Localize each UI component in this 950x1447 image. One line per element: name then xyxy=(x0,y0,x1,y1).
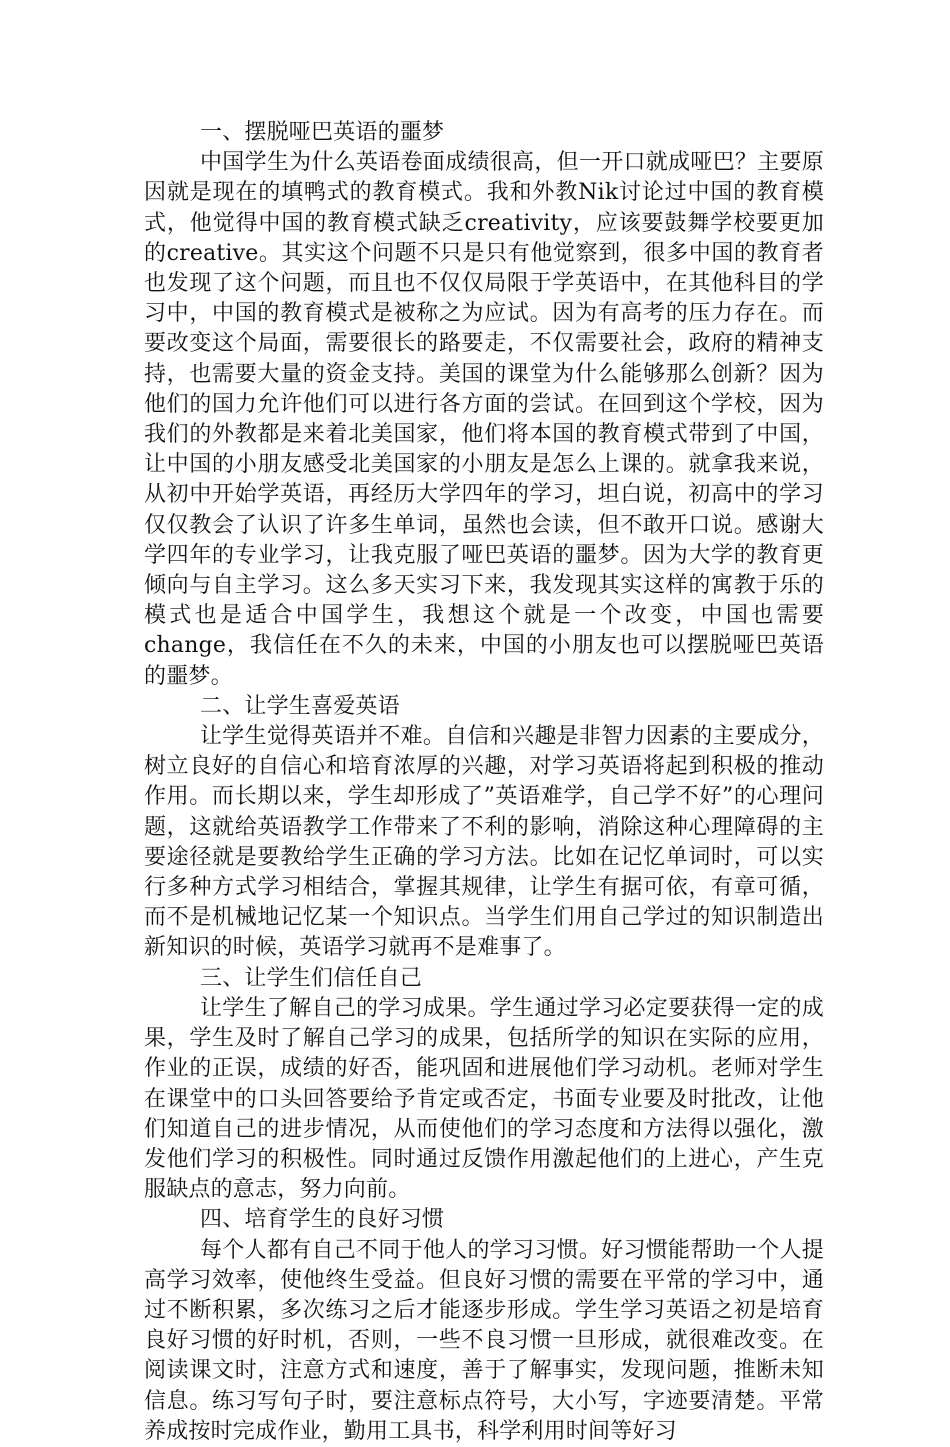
section-heading: 二、让学生喜爱英语 xyxy=(200,693,400,719)
section-paragraph: 让学生了解自己的学习成果。学生通过学习必定要获得一定的成果，学生及时了解自己学习的成果，包括所学的知识在实际的应用，作业的正误，成绩的好否，能巩固和进展他们学习动机。老师对学生在课堂中的口头回答要给予肯定或否定，书面专业要及时批改，让他们知道自己的进步情况，从而使他们的学习态度和方法得以强化，激发他们学习的积极性。同时通过反馈作用激起他们的上进心，产生克服缺点的意志，努力向前。 xyxy=(144,995,824,1203)
section-4 xyxy=(144,1205,824,1447)
section-3 xyxy=(144,964,824,1206)
section-heading: 一、摆脱哑巴英语的噩梦 xyxy=(200,120,445,145)
section-paragraph: 中国学生为什么英语卷面成绩很高，但一开口就成哑巴？主要原因就是现在的填鸭式的教育模式。我和外教Nik讨论过中国的教育模式，他觉得中国的教育模式缺乏creativity，应该要鼓舞学校要更加的creative。其实这个问题不只是只有他觉察到，很多中国的教育者也发现了这个问题，而且也不仅仅局限于学英语中，在其他科目的学习中，中国的教育模式是被称之为应试。因为有高考的压力存在。而要改变这个局面，需要很长的路要走，不仅需要社会，政府的精神支持，也需要大量的资金支持。美国的课堂为什么能够那么创新？因为他们的国力允许他们可以进行各方面的尝试。在回到这个学校，因为我们的外教都是来着北美国家，他们将本国的教育模式带到了中国，让中国的小朋友感受北美国家的小朋友是怎么上课的。就拿我来说，从初中开始学英语，再经历大学四年的学习，坦白说，初高中的学习仅仅教会了认识了许多生单词，虽然也会读，但不敢开口说。感谢大学四年的专业学习，让我克服了哑巴英语的噩梦。因为大学的教育更倾向与自主学习。这么多天实习下来，我发现其实这样的寓教于乐的模式也是适合中国学生，我想这个就是一个改变，中国也需要change，我信任在不久的未来，中国的小朋友也可以摆脱哑巴英语的噩梦。 xyxy=(144,150,824,689)
section-heading: 四、培育学生的良好习惯 xyxy=(200,1207,445,1233)
section-1 xyxy=(144,118,824,692)
section-paragraph: 每个人都有自己不同于他人的学习习惯。好习惯能帮助一个人提高学习效率，使他终生受益。但良好习惯的需要在平常的学习中，通过不断积累，多次练习之后才能逐步形成。学生学习英语之初是培育良好习惯的好时机，否则，一些不良习惯一旦形成，就很难改变。在阅读课文时，注意方式和速度，善于了解事实，发现问题，推断未知信息。练习写句子时，要注意标点符号，大小写，字迹要清楚。平常养成按时完成作业，勤用工具书，科学利用时间等好习 xyxy=(144,1237,824,1444)
section-2 xyxy=(144,692,824,964)
section-heading: 三、让学生们信任自己 xyxy=(200,965,423,991)
section-paragraph: 让学生觉得英语并不难。自信和兴趣是非智力因素的主要成分，树立良好的自信心和培育浓厚的兴趣，对学习英语将起到积极的推动作用。而长期以来，学生却形成了”英语难学，自己学不好”的心理问题，这就给英语教学工作带来了不利的影响，消除这种心理障碍的主要途径就是要教给学生正确的学习方法。比如在记忆单词时，可以实行多种方式学习相结合，掌握其规律，让学生有据可依，有章可循，而不是机械地记忆某一个知识点。当学生们用自己学过的知识制造出新知识的时候，英语学习就再不是难事了。 xyxy=(144,724,824,961)
document-page xyxy=(144,118,824,1447)
